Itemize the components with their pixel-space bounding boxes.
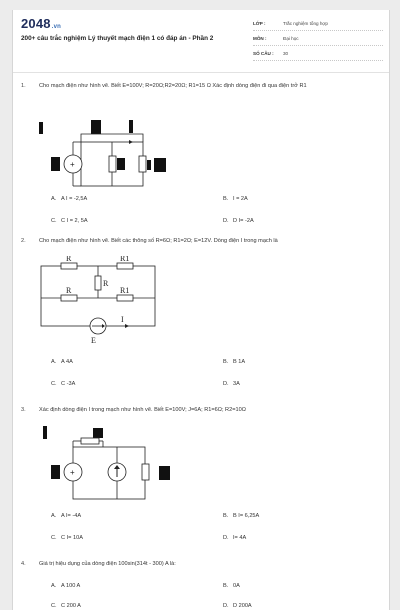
answer-option-d[interactable] bbox=[223, 535, 246, 541]
answer-option-b[interactable] bbox=[223, 359, 245, 365]
option-text: 0A bbox=[233, 583, 240, 589]
option-text: B I= 6,25A bbox=[233, 513, 260, 519]
answer-option-c[interactable] bbox=[51, 535, 83, 541]
option-letter: A. bbox=[51, 196, 57, 202]
answer-option-d[interactable] bbox=[223, 603, 252, 609]
option-letter: C. bbox=[51, 381, 57, 387]
redacted-mark bbox=[117, 158, 125, 170]
svg-text:+: + bbox=[70, 468, 75, 477]
redacted-mark bbox=[39, 122, 43, 134]
answer-option-b[interactable] bbox=[223, 196, 248, 202]
resistor-icon bbox=[117, 263, 133, 269]
resistor-icon bbox=[139, 156, 146, 172]
svg-text:+: + bbox=[70, 160, 75, 169]
current-arrow-icon bbox=[125, 324, 129, 328]
circuit-figure-2 bbox=[39, 256, 159, 346]
answer-option-b[interactable] bbox=[223, 513, 259, 519]
option-letter: A. bbox=[51, 513, 57, 519]
option-letter: D. bbox=[223, 218, 229, 224]
question-1 bbox=[21, 82, 381, 91]
redacted-mark bbox=[43, 426, 47, 439]
meta-label: SỐ CÂU : bbox=[253, 50, 274, 56]
option-letter: A. bbox=[51, 583, 57, 589]
option-letter: A. bbox=[51, 359, 57, 365]
question-number: 4. bbox=[21, 561, 26, 567]
redacted-mark bbox=[129, 120, 133, 133]
option-letter: D. bbox=[223, 535, 229, 541]
resistor-icon bbox=[142, 464, 149, 480]
option-text: A 100 A bbox=[61, 583, 81, 589]
question-4 bbox=[21, 560, 381, 569]
option-text: C I = 2, 5A bbox=[61, 218, 88, 224]
option-text: A 4A bbox=[61, 359, 73, 365]
redacted-mark bbox=[51, 465, 60, 479]
option-letter: B. bbox=[223, 583, 229, 589]
resistor-icon bbox=[61, 263, 77, 269]
meta-value: Trắc nghiệm tổng hợp bbox=[283, 20, 328, 26]
option-text: C -3A bbox=[61, 381, 76, 387]
meta-label: MÔN : bbox=[253, 35, 267, 41]
circuit-figure-1 bbox=[33, 112, 183, 192]
option-letter: B. bbox=[223, 359, 229, 365]
option-letter: D. bbox=[223, 603, 229, 609]
question-text: Cho mạch điện như hình vẽ. Biết các thông số R=6Ω; R1=2Ω; E=12V. Dòng điện I trong mạch là bbox=[39, 238, 278, 244]
redacted-mark bbox=[154, 158, 166, 172]
question-text: Xác định dòng điện I trong mạch như hình vẽ. Biết E=100V; J=6A; R1=6Ω; R2=10Ω bbox=[39, 407, 246, 413]
question-number: 3. bbox=[21, 407, 26, 413]
option-letter: C. bbox=[51, 218, 57, 224]
resistor-icon bbox=[81, 438, 99, 444]
option-text: A I = -2,5A bbox=[61, 196, 88, 202]
source-label: E bbox=[91, 336, 96, 345]
option-letter: C. bbox=[51, 535, 57, 541]
document-page bbox=[12, 10, 390, 610]
resistor-label: R1 bbox=[120, 286, 130, 295]
answer-option-a[interactable] bbox=[51, 513, 81, 519]
option-letter: B. bbox=[223, 513, 229, 519]
document-title: 200+ câu trắc nghiệm Lý thuyết mạch điện 1 có đáp án - Phần 2 bbox=[21, 35, 214, 42]
resistor-label: R1 bbox=[120, 256, 130, 263]
redacted-mark bbox=[51, 157, 60, 171]
option-text: I= 4A bbox=[233, 535, 247, 541]
resistor-label: R bbox=[103, 279, 109, 288]
resistor-icon bbox=[117, 295, 133, 301]
redacted-mark bbox=[147, 160, 151, 170]
resistor-label: R bbox=[66, 256, 72, 263]
meta-value: 30 bbox=[283, 50, 289, 56]
option-letter: C. bbox=[51, 603, 57, 609]
option-text: D I= -2A bbox=[233, 218, 254, 224]
answer-option-a[interactable] bbox=[51, 583, 80, 589]
document-meta bbox=[253, 16, 383, 61]
meta-subject-row bbox=[253, 31, 383, 46]
option-text: 3A bbox=[233, 381, 240, 387]
meta-count-row bbox=[253, 46, 383, 61]
question-3 bbox=[21, 406, 381, 415]
question-text: Giá trị hiệu dụng của dòng điện 100sin(314t - 300) A là: bbox=[39, 561, 176, 567]
resistor-icon bbox=[109, 156, 116, 172]
answer-option-c[interactable] bbox=[51, 603, 81, 609]
meta-label: LỚP : bbox=[253, 20, 266, 26]
option-text: B 1A bbox=[233, 359, 246, 365]
answer-option-b[interactable] bbox=[223, 583, 240, 589]
resistor-icon bbox=[95, 276, 101, 290]
logo-tld: .vn bbox=[51, 24, 62, 30]
redacted-mark bbox=[91, 120, 101, 134]
option-text: C 200 A bbox=[61, 603, 81, 609]
answer-option-a[interactable] bbox=[51, 196, 87, 202]
redacted-mark bbox=[93, 428, 103, 438]
answer-option-c[interactable] bbox=[51, 218, 88, 224]
option-text: I = 2A bbox=[233, 196, 248, 202]
document-header bbox=[13, 10, 389, 73]
answer-option-d[interactable] bbox=[223, 381, 240, 387]
answer-option-d[interactable] bbox=[223, 218, 254, 224]
option-text: D 200A bbox=[233, 603, 252, 609]
answer-option-c[interactable] bbox=[51, 381, 75, 387]
meta-value: Đại học bbox=[283, 35, 299, 41]
question-number: 1. bbox=[21, 83, 26, 89]
option-text: C I= 10A bbox=[61, 535, 83, 541]
answer-option-a[interactable] bbox=[51, 359, 73, 365]
current-label: I bbox=[121, 315, 124, 324]
redacted-mark bbox=[159, 466, 170, 480]
meta-class-row bbox=[253, 16, 383, 31]
logo-text: 2048 bbox=[21, 16, 51, 31]
arrow-icon bbox=[129, 140, 133, 144]
circuit-figure-3 bbox=[33, 420, 183, 505]
resistor-icon bbox=[61, 295, 77, 301]
question-2 bbox=[21, 237, 381, 246]
option-text: A I= -4A bbox=[61, 513, 82, 519]
option-letter: B. bbox=[223, 196, 229, 202]
site-logo[interactable] bbox=[21, 16, 61, 31]
question-number: 2. bbox=[21, 238, 26, 244]
question-text: Cho mạch điện như hình vẽ. Biết E=100V; R=20Ω;R2=20Ω; R1=15 Ω Xác định dòng điện đi qua điện trở R1 bbox=[39, 83, 307, 89]
option-letter: D. bbox=[223, 381, 229, 387]
resistor-label: R bbox=[66, 286, 72, 295]
